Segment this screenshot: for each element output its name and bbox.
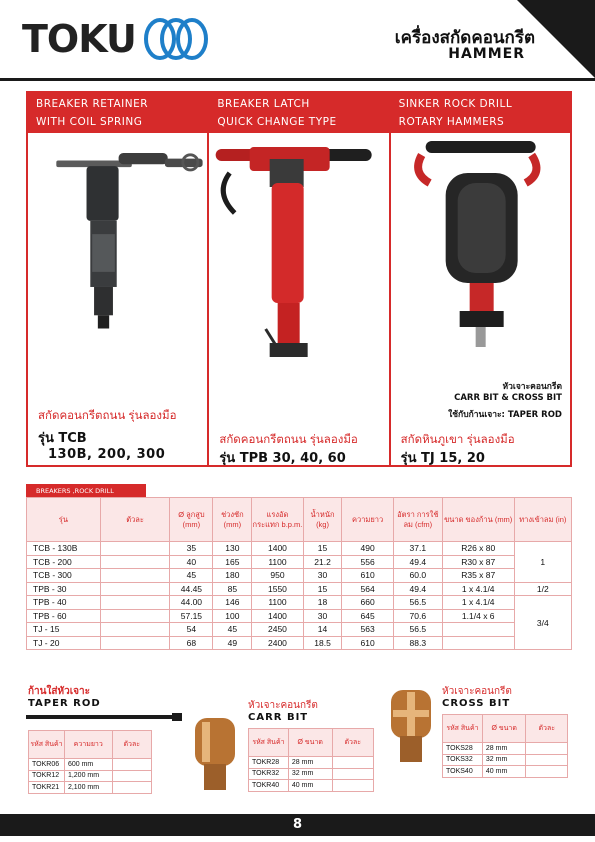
cell: 32 mm <box>288 768 332 780</box>
table-row <box>27 569 572 583</box>
panel-header <box>209 93 388 133</box>
cell <box>526 766 568 778</box>
table-row <box>443 743 568 755</box>
rings-icon <box>140 16 220 62</box>
cell: 85 <box>213 582 252 596</box>
cell: 18.5 <box>303 636 342 650</box>
cell: 49 <box>213 636 252 650</box>
taper-rod-title-thai: ก้านใส่หัวเจาะ <box>28 686 90 697</box>
panel-type-thai: สกัดคอนกรีตถนน รุ่นลองมือ <box>38 410 177 422</box>
cell: TPB - 30 <box>27 582 101 596</box>
cell: 610 <box>342 569 393 583</box>
carr-bit-image <box>192 714 238 798</box>
panel-model: รุ่น TJ 15, 20 <box>400 451 485 465</box>
page-footer <box>0 814 595 836</box>
cell <box>100 596 170 610</box>
cell: 40 <box>170 555 213 569</box>
col-header: รหัส สินค้า <box>443 715 483 743</box>
panel-heading-line2: QUICK CHANGE TYPE <box>217 116 337 128</box>
table-header-row <box>27 498 572 542</box>
cell: 56.5 <box>393 596 442 610</box>
cell: 35 <box>170 542 213 556</box>
panel-model: รุ่น TPB 30, 40, 60 <box>219 451 346 465</box>
cell: 1.1/4 x 6 <box>442 609 514 623</box>
cell: TOKR12 <box>29 770 65 782</box>
cell <box>100 636 170 650</box>
cell: 610 <box>342 636 393 650</box>
cell: 1400 <box>252 542 303 556</box>
panel-heading-line2: ROTARY HAMMERS <box>398 116 505 128</box>
cell: TCB - 130B <box>27 542 101 556</box>
table-row <box>27 609 572 623</box>
cross-bit-table <box>442 714 568 778</box>
table-header-row <box>29 731 152 759</box>
table-row <box>27 596 572 610</box>
cell: 556 <box>342 555 393 569</box>
col-header: ขนาด ของก้าน (mm) <box>442 498 514 542</box>
cell: 564 <box>342 582 393 596</box>
cell: 32 mm <box>482 754 526 766</box>
panel-model: รุ่น TCB <box>38 431 87 446</box>
cell <box>332 780 374 792</box>
col-header: อัตรา การใช้ลม (cfm) <box>393 498 442 542</box>
cell-inlet: 1/2 <box>514 582 571 596</box>
cell: 130 <box>213 542 252 556</box>
cell-inlet: 1 <box>514 542 571 583</box>
table-row <box>29 759 152 771</box>
cell: 2450 <box>252 623 303 637</box>
table-header-row <box>249 729 374 757</box>
cell <box>332 757 374 769</box>
table-row <box>29 782 152 794</box>
cell <box>442 623 514 637</box>
brand-name: TOKU <box>22 17 136 61</box>
cell: 45 <box>213 623 252 637</box>
cell <box>526 743 568 755</box>
carr-bit-title-thai: หัวเจาะคอนกรีต <box>248 700 318 711</box>
panel-header <box>28 93 207 133</box>
cell: TOKR28 <box>249 757 289 769</box>
spec-table <box>26 497 572 650</box>
brand-logo <box>22 14 220 64</box>
cell: 44.00 <box>170 596 213 610</box>
table-tag: BREAKERS ,ROCK DRILL <box>26 484 146 498</box>
cell: 1 x 4.1/4 <box>442 596 514 610</box>
col-header: ตัวละ <box>100 498 170 542</box>
cell: TJ - 15 <box>27 623 101 637</box>
cell: TOKR06 <box>29 759 65 771</box>
product-panel-tj <box>391 93 570 465</box>
table-row <box>27 555 572 569</box>
col-header: ความยาว <box>64 731 112 759</box>
cell: 645 <box>342 609 393 623</box>
cell: 490 <box>342 542 393 556</box>
cell: 49.4 <box>393 582 442 596</box>
cell: 18 <box>303 596 342 610</box>
col-header: ทางเข้าลม (in) <box>514 498 571 542</box>
cell: 165 <box>213 555 252 569</box>
cell: 57.15 <box>170 609 213 623</box>
cell <box>112 759 151 771</box>
cell: 28 mm <box>288 757 332 769</box>
cell <box>100 609 170 623</box>
panel-model-variants: 130B, 200, 300 <box>48 447 166 462</box>
rock-drill-tj-image <box>391 133 570 373</box>
cell: 70.6 <box>393 609 442 623</box>
table-row <box>29 770 152 782</box>
cell: TOKS28 <box>443 743 483 755</box>
col-header: Ø ลูกสูบ (mm) <box>170 498 213 542</box>
col-header: รหัส สินค้า <box>249 729 289 757</box>
col-header: ตัวละ <box>332 729 374 757</box>
cell: 1550 <box>252 582 303 596</box>
cell: 950 <box>252 569 303 583</box>
breaker-tpb-image <box>209 133 388 373</box>
col-header: รหัส สินค้า <box>29 731 65 759</box>
cell: 60.0 <box>393 569 442 583</box>
corner-decoration <box>517 0 595 78</box>
cell: TOKR21 <box>29 782 65 794</box>
cell: 68 <box>170 636 213 650</box>
panel-heading-line2: WITH COIL SPRING <box>36 116 143 128</box>
cell: 2400 <box>252 636 303 650</box>
cross-bit-title-thai: หัวเจาะคอนกรีต <box>442 686 512 697</box>
cell: 1100 <box>252 596 303 610</box>
panel-heading-line1: SINKER ROCK DRILL <box>398 98 513 110</box>
panel-heading-line1: BREAKER RETAINER <box>36 98 149 110</box>
table-header-row <box>443 715 568 743</box>
cell: R35 x 87 <box>442 569 514 583</box>
cell: TJ - 20 <box>27 636 101 650</box>
taper-rod-title: TAPER ROD <box>28 698 101 709</box>
table-row <box>27 542 572 556</box>
page-title: HAMMER <box>448 46 525 62</box>
panel-note-bit: หัวเจาะคอนกรีต <box>502 382 562 392</box>
cell: 40 mm <box>482 766 526 778</box>
cross-bit-image <box>388 686 434 770</box>
cell: 15 <box>303 542 342 556</box>
cell: 45 <box>170 569 213 583</box>
cell: 37.1 <box>393 542 442 556</box>
panel-heading-line1: BREAKER LATCH <box>217 98 310 110</box>
cell: 21.2 <box>303 555 342 569</box>
product-panel-tpb <box>209 93 390 465</box>
panel-type-thai: สกัดหินภูเขา รุ่นลองมือ <box>400 434 515 446</box>
cell: TOKR32 <box>249 768 289 780</box>
cell <box>112 770 151 782</box>
cell: TOKS40 <box>443 766 483 778</box>
table-row <box>249 757 374 769</box>
col-header: ความยาว <box>342 498 393 542</box>
cell: TCB - 200 <box>27 555 101 569</box>
panel-note-bits: CARR BIT & CROSS BIT <box>454 393 562 403</box>
col-header: Ø ขนาด <box>288 729 332 757</box>
table-row <box>27 582 572 596</box>
cell: TPB - 60 <box>27 609 101 623</box>
col-header: รุ่น <box>27 498 101 542</box>
cell: 180 <box>213 569 252 583</box>
cell: 30 <box>303 609 342 623</box>
taper-rod-table <box>28 730 152 794</box>
table-row <box>443 766 568 778</box>
cell <box>442 636 514 650</box>
taper-rod-image <box>26 712 184 722</box>
table-row <box>27 623 572 637</box>
cell: 660 <box>342 596 393 610</box>
header-divider <box>0 78 595 81</box>
cell: 40 mm <box>288 780 332 792</box>
table-row <box>249 780 374 792</box>
product-panels <box>26 91 572 467</box>
page-title-thai: เครื่องสกัดคอนกรีต <box>394 28 535 48</box>
cell <box>526 754 568 766</box>
cell: 563 <box>342 623 393 637</box>
cell: 600 mm <box>64 759 112 771</box>
cell: 54 <box>170 623 213 637</box>
cell: 44.45 <box>170 582 213 596</box>
cell: 56.5 <box>393 623 442 637</box>
col-header: Ø ขนาด <box>482 715 526 743</box>
cell: TCB - 300 <box>27 569 101 583</box>
cell: 49.4 <box>393 555 442 569</box>
cell: 30 <box>303 569 342 583</box>
panel-note-rod: ใช้กับก้านเจาะ: TAPER ROD <box>448 410 562 420</box>
cell: TOKS32 <box>443 754 483 766</box>
cell: 14 <box>303 623 342 637</box>
col-header: ตัวละ <box>112 731 151 759</box>
cell: 1400 <box>252 609 303 623</box>
cell <box>100 555 170 569</box>
cell: TPB - 40 <box>27 596 101 610</box>
col-header: ช่วงชัก (mm) <box>213 498 252 542</box>
carr-bit-title: CARR BIT <box>248 712 309 723</box>
cell: 15 <box>303 582 342 596</box>
cell: 1 x 4.1/4 <box>442 582 514 596</box>
cell: 2,100 mm <box>64 782 112 794</box>
cell: R30 x 87 <box>442 555 514 569</box>
cross-bit-title: CROSS BIT <box>442 698 511 709</box>
cell: 88.3 <box>393 636 442 650</box>
cell <box>100 569 170 583</box>
cell: 1100 <box>252 555 303 569</box>
cell <box>100 542 170 556</box>
col-header: แรงอัด กระแทก b.p.m. <box>252 498 303 542</box>
cell: 28 mm <box>482 743 526 755</box>
table-row <box>443 754 568 766</box>
table-row <box>27 636 572 650</box>
panel-type-thai: สกัดคอนกรีตถนน รุ่นลองมือ <box>219 434 358 446</box>
cell: 146 <box>213 596 252 610</box>
page-number: 8 <box>292 817 303 832</box>
carr-bit-table <box>248 728 374 792</box>
cell: 100 <box>213 609 252 623</box>
cell <box>332 768 374 780</box>
cell <box>100 623 170 637</box>
cell: TOKR40 <box>249 780 289 792</box>
col-header: น้ำหนัก (kg) <box>303 498 342 542</box>
cell: 1,200 mm <box>64 770 112 782</box>
table-row <box>249 768 374 780</box>
product-panel-tcb <box>28 93 209 465</box>
cell: R26 x 80 <box>442 542 514 556</box>
col-header: ตัวละ <box>526 715 568 743</box>
breaker-tcb-image <box>28 133 207 373</box>
panel-header <box>391 93 570 133</box>
cell <box>100 582 170 596</box>
cell-inlet: 3/4 <box>514 596 571 650</box>
cell <box>112 782 151 794</box>
